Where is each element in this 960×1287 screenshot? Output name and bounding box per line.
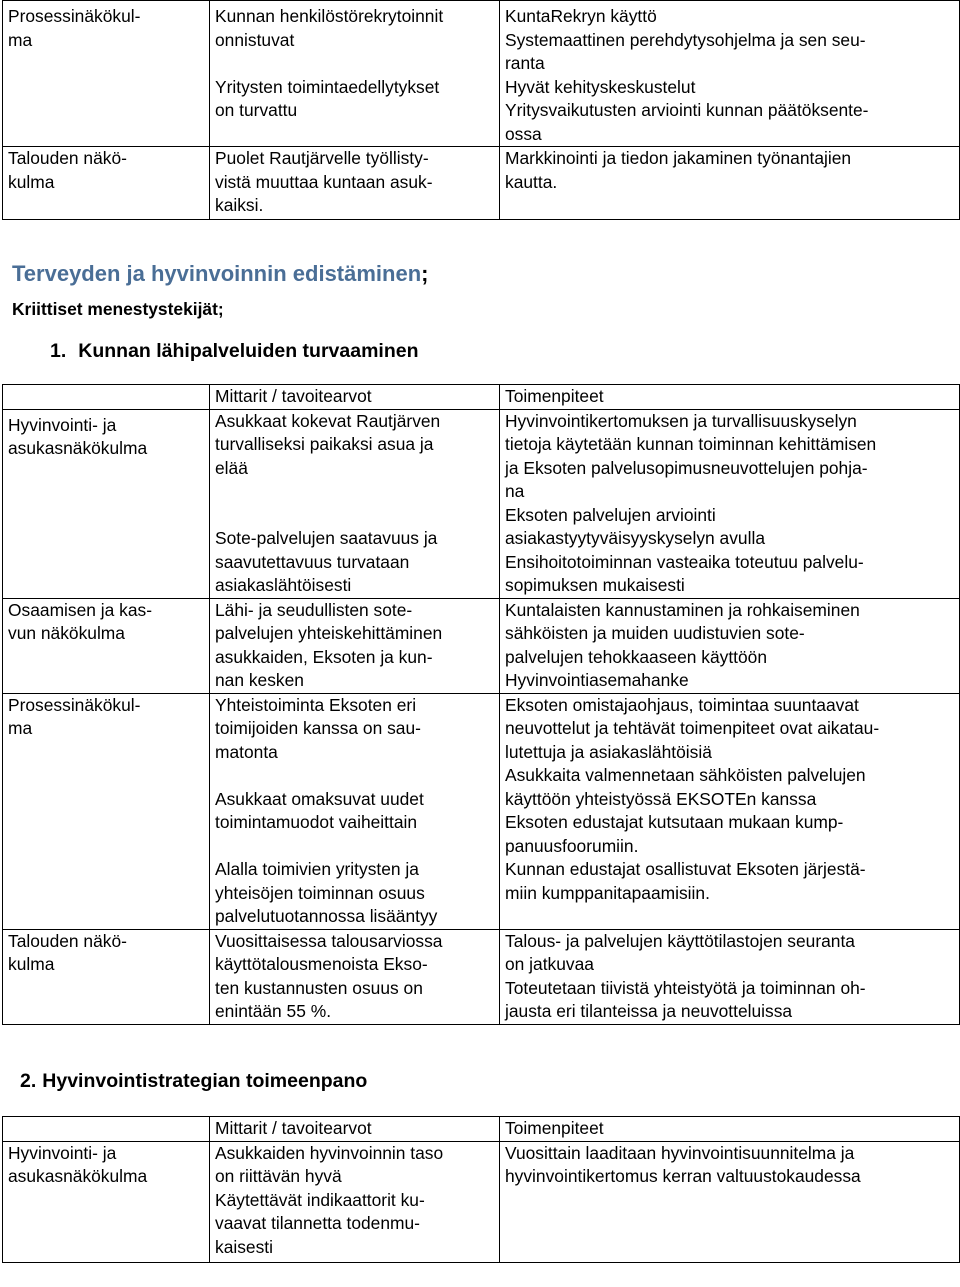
column-header-metrics: Mittarit / tavoitearvot [215,1118,372,1138]
column-header-actions: Toimenpiteet [505,1118,604,1138]
part2-table [2,1116,960,1263]
section-title-text: Terveyden ja hyvinvoinnin edistäminen [12,261,422,286]
section-subtitle: Kriittiset menestystekijät; [12,299,224,319]
table-row [3,929,960,1024]
actions-cell: Markkinointi ja tiedon jakaminen työnantajien kautta. [505,148,852,192]
column-header-metrics: Mittarit / tavoitearvot [215,386,372,406]
part1-number: 1. [50,340,67,362]
top-table [2,0,960,220]
metric-cell: Asukkaat kokevat Rautjärven turvalliseksi paikaksi asua ja elää Sote-palvelujen saatavuus ja saavutettavuus turvataan asiakaslähtöisesti [215,410,441,595]
perspective-label: Prosessinäkökul- ma [8,694,141,738]
metric-cell: Puolet Rautjärvelle työllisty- vistä muuttaa kuntaan asuk- kaiksi. [215,148,433,215]
column-header-actions: Toimenpiteet [505,386,604,406]
actions-cell: Talous- ja palvelujen käyttötilastojen seuranta on jatkuvaa Toteutetaan tiivistä yhteistyötä ja toiminnan oh- jausta eri tilanteissa ja neuvotteluissa [505,930,866,1021]
table-row [3,1,960,147]
section-title [12,262,428,286]
table-row [3,598,960,693]
metric-cell: Yhteistoiminta Eksoten eri toimijoiden kanssa on sau- matonta Asukkaat omaksuvat uudet toimintamuodot vaiheittain Alalla toimivien yritysten ja yhteisöjen toiminnan osuus palvelutuotannossa lisääntyy [215,694,438,926]
part1-heading [50,340,419,364]
metric-cell: Vuosittaisessa talousarviossa käyttötalousmenoista Ekso- ten kustannusten osuus on enintään 55 %. [215,930,443,1021]
actions-cell: Hyvinvointikertomuksen ja turvallisuuskyselyn tietoja käytetään kunnan toiminnan kehittämisen ja Eksoten palvelusopimusneuvottelujen pohja- na Eksoten palvelujen arviointi asiakastyytyväisyyskyselyn avulla Ensihoitotoiminnan vasteaika toteutuu palvelu- sopimuksen mukaisesti [505,410,877,595]
perspective-label: Hyvinvointi- ja asukasnäkökulma [8,1142,148,1186]
perspective-label: Hyvinvointi- ja asukasnäkökulma [8,414,148,458]
part2-number: 2. [20,1070,37,1092]
perspective-label: Osaamisen ja kas- vun näkökulma [8,599,153,643]
table-header-row [3,385,960,410]
part2-title: Hyvinvointistrategian toimeenpano [42,1070,368,1092]
table-header-row [3,1117,960,1142]
actions-cell: Kuntalaisten kannustaminen ja rohkaiseminen sähköisten ja muiden uudistuvien sote- palvelujen tehokkaaseen käyttöön Hyvinvointiasemahanke [505,599,860,690]
perspective-label: Talouden näkö- kulma [8,930,127,974]
actions-cell: Vuosittain laaditaan hyvinvointisuunnitelma ja hyvinvointikertomus kerran valtuustokaudessa [505,1142,861,1186]
table-row [3,409,960,598]
perspective-label: Prosessinäkökul- ma [8,6,141,50]
table-row [3,1141,960,1262]
metric-cell: Kunnan henkilöstörekrytoinnit onnistuvat Yritysten toimintaedellytykset on turvattu [215,6,444,120]
metric-cell: Lähi- ja seudullisten sote- palvelujen yhteiskehittäminen asukkaiden, Eksoten ja kun- nan kesken [215,599,443,690]
actions-cell: KuntaRekryn käyttö Systemaattinen perehdytysohjelma ja sen seu- ranta Hyvät kehityskeskustelut Yritysvaikutusten arviointi kunnan päätöksente- ossa [505,6,869,144]
table-row [3,147,960,220]
part1-title: Kunnan lähipalveluiden turvaaminen [78,340,419,362]
perspective-label: Talouden näkö- kulma [8,148,127,192]
actions-cell: Eksoten omistajaohjaus, toimintaa suuntaavat neuvottelut ja tehtävät toimenpiteet ovat aikatau- lutettuja ja asiakaslähtöisiä Asukkaita valmennetaan sähköisten palvelujen käyttöön yhteistyössä EKSOTEn kanssa Eksoten edustajat kutsutaan mukaan kump- panuusfoorumiin. Kunnan edustajat osallistuvat Eksoten järjestä- miin kumppanitapaamisiin. [505,694,880,903]
part2-heading [20,1070,367,1094]
metric-cell: Asukkaiden hyvinvoinnin taso on riittävän hyvä Käytettävät indikaattorit ku- vaavat tilannetta todenmu- kaisesti [215,1142,444,1257]
part1-table [2,384,960,1025]
table-row [3,693,960,929]
section-title-punct: ; [421,261,429,286]
